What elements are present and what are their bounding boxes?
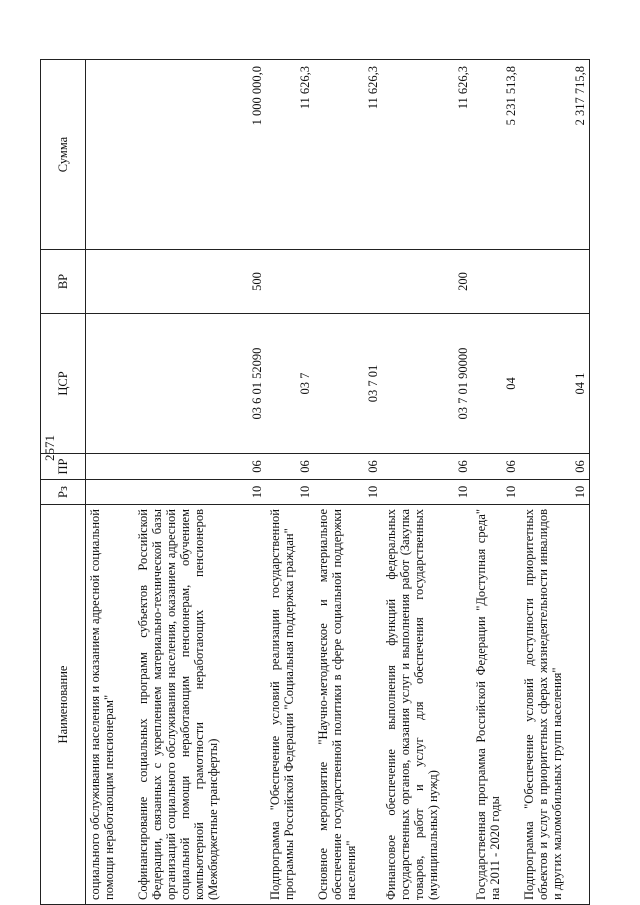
row-rz: 10 [382, 480, 472, 505]
row-rz: 10 [266, 480, 314, 505]
row-rz: 10 [314, 480, 383, 505]
page-number: 2571 [42, 435, 57, 461]
budget-table [40, 59, 590, 905]
row-vr [472, 250, 520, 314]
header-vr: ВР [41, 250, 86, 314]
row-vr [520, 250, 590, 314]
row-pr: 06 [382, 454, 472, 480]
row-vr [266, 250, 314, 314]
row-rz: 10 [520, 480, 590, 505]
row-pr: 06 [314, 454, 383, 480]
row-csr: 03 7 01 [314, 314, 383, 454]
row-csr [86, 314, 135, 454]
row-name: Основное мероприятие "Научно-методическое и материальное обеспечение государственной политики в сфере социальной поддержки населения" [314, 505, 383, 905]
table-row [86, 60, 135, 905]
row-name: Софинансирование социальных программ субъектов Российской Федерации, связанных с укреплением материально-технической базы организаций социального обслуживания населения, оказанием адресной социальной помощи неработающим пенсионерам, обучением компьютерной грамотности неработающих пенсионеров (Межбюджетные трансферты) [134, 505, 266, 905]
header-sum: Сумма [41, 60, 86, 250]
table-row [266, 60, 314, 905]
row-pr: 06 [134, 454, 266, 480]
table-row [520, 60, 590, 905]
row-vr [314, 250, 383, 314]
header-rz: Рз [41, 480, 86, 505]
row-sum: 1 000 000,0 [134, 60, 266, 250]
row-pr: 06 [472, 454, 520, 480]
row-csr: 03 6 01 52090 [134, 314, 266, 454]
row-rz: 10 [472, 480, 520, 505]
row-vr [86, 250, 135, 314]
table-row [314, 60, 383, 905]
row-sum: 11 626,3 [382, 60, 472, 250]
row-sum: 11 626,3 [266, 60, 314, 250]
row-sum: 2 317 715,8 [520, 60, 590, 250]
table-row [382, 60, 472, 905]
row-rz [86, 480, 135, 505]
table-row [134, 60, 266, 905]
row-name: социального обслуживания населения и оказанием адресной социальной помощи неработающим пенсионерам" [86, 505, 135, 905]
row-name: Государственная программа Российской Федерации "Доступная среда" на 2011 - 2020 годы [472, 505, 520, 905]
row-name: Подпрограмма "Обеспечение условий реализации государственной программы Российской Федерации "Социальная поддержка граждан" [266, 505, 314, 905]
row-pr: 06 [520, 454, 590, 480]
row-csr: 03 7 [266, 314, 314, 454]
row-sum [86, 60, 135, 250]
row-name: Подпрограмма "Обеспечение условий доступности приоритетных объектов и услуг в приоритетных сферах жизнедеятельности инвалидов и других маломобильных групп населения" [520, 505, 590, 905]
table-header-row [41, 60, 86, 905]
row-csr: 04 [472, 314, 520, 454]
row-vr: 500 [134, 250, 266, 314]
row-name: Финансовое обеспечение выполнения функций федеральных государственных органов, оказания услуг и выполнения работ (Закупка товаров, работ и услуг для обеспечения государственных (муниципальных) нужд) [382, 505, 472, 905]
header-name: Наименование [41, 505, 86, 905]
table-row [472, 60, 520, 905]
row-sum: 11 626,3 [314, 60, 383, 250]
row-vr: 200 [382, 250, 472, 314]
rotated-page-content [40, 60, 590, 905]
row-rz: 10 [134, 480, 266, 505]
row-pr [86, 454, 135, 480]
header-csr: ЦСР [41, 314, 86, 454]
row-pr: 06 [266, 454, 314, 480]
row-sum: 5 231 513,8 [472, 60, 520, 250]
header-pr: ПР [41, 454, 86, 480]
row-csr: 04 1 [520, 314, 590, 454]
row-csr: 03 7 01 90000 [382, 314, 472, 454]
